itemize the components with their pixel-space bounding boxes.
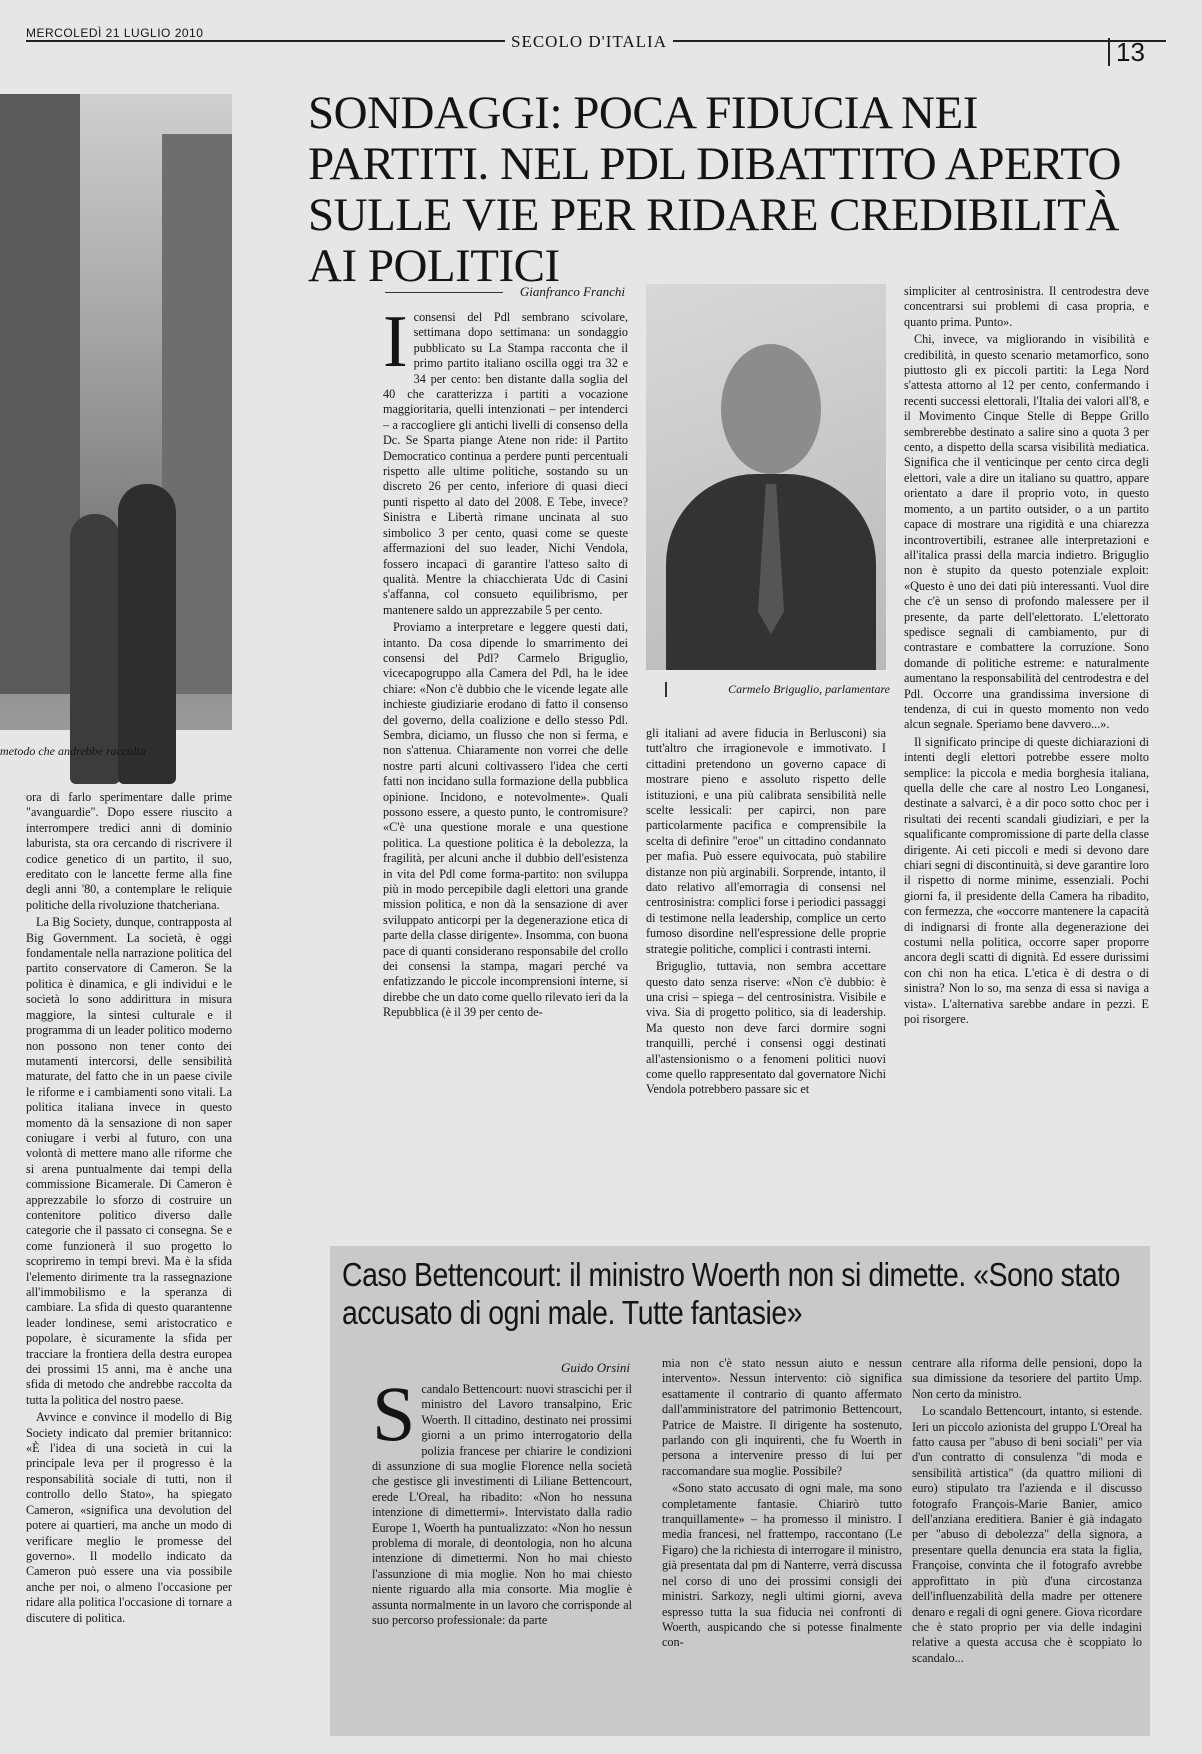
main-paragraph: Iconsensi del Pdl sembrano scivolare, settimana dopo settimana: un sondaggio pubblicato su La Stampa racconta che il primo partito italiano oscilla oggi tra 32 e 34 per cento: ben distante dalla soglia del 40 che caratterizza i partiti a vocazione maggioritaria, quelli intenzionati – per intenderci – a raccogliere gli antichi livelli di consenso della Dc. Se Sparta piange Atene non ride: il Partito Democratico continua a perdere punti percentuali rispetto alle ultime politiche, sostando su un discreto 26 per cento, inferiore di quasi dieci punti rispetto al dato del 2008. E Tebe, invece? Sinistra e Libertà rimane uncinata al suo simbolico 3 per cento, quasi come se queste affermazioni del suo leader, Nichi Vendola, fossero incapaci di garantire l'atteso salto di qualità. Mentre la chiacchierata Udc di Casini s'affanna, col consueto equilibrismo, per mantenere saldo un apprezzabile 5 per cento. — [383, 310, 628, 617]
main-column-2 — [646, 726, 886, 1181]
issue-date: MERCOLEDÌ 21 LUGLIO 2010 — [26, 26, 204, 40]
main-column-1 — [383, 310, 628, 1180]
box-paragraph: centrare alla riforma delle pensioni, dopo la sua dimissione da tesoriere del partito Ump. Non certo da ministro. — [912, 1356, 1142, 1401]
main-column-3 — [904, 284, 1149, 1184]
page-number: 13 — [1108, 38, 1145, 66]
left-paragraph: Avvince e convince il modello di Big Society indicato dal premier britannico: «È l'idea di una società in cui la principale leva per il progresso è la responsabilità sociale di tutti, non il controllo dello Stato», ha spiegato Cameron, «significa una devolution del potere ai quartieri, ma anche un modo di verificare meglio le promesse del governo». Il modello indicato da Cameron può essere una via possibile anche per noi, o almeno l'occasione per ridare alla politica l'occasione di tornare a discutere di politica. — [26, 1410, 232, 1625]
box-byline: Guido Orsini — [561, 1360, 630, 1375]
main-paragraph: Proviamo a interpretare e leggere questi dati, intanto. Da cosa dipende lo smarrimento dei consensi del Pdl? Carmelo Briguglio, vicecapogruppo alla Camera del Pdl, ha le idee chiare: «Non c'è dubbio che le vicende legate alle inchieste giudiziarie erodano di fatto il consenso del governo, della coalizione e dello stesso Pdl. Sembra, diciamo, un flusso che non si ferma, e non s'attenua. Chiaramente non vorrei che delle nostre parti alcuni coltivassero l'idea che certi fatti non incidano sulla formazione della pubblica opinione. Incidono, e notevolmente». Quali possono essere, a questo punto, le contromisure? «C'è una questione morale e una questione politica. La questione politica è la debolezza, la fragilità, per alcuni anche il dubbio dell'esistenza in vita del Pdl come forma-partito: non sviluppa più in modo percepibile dagli elettori una grande mission politica, e non dà la sensazione di aver sviluppato anticorpi per la degenerazione etica di parte della classe dirigente». Insomma, con buona pace di quanti considerano responsabile del crollo dei consensi la stampa, magari perché va enfatizzando le piccole incomprensioni interne, si direbbe che un dato come quello rilevato ieri da la Repubblica (è il 39 per cento de- — [383, 620, 628, 1020]
portrait-caption: Carmelo Briguglio, parlamentare — [665, 682, 890, 697]
box-paragraph: Scandalo Bettencourt: nuovi strascichi per il ministro del Lavoro transalpino, Eric Woerth. Il cittadino, destinato nei prossimi giorni a un primo interrogatorio della polizia francese per chiarire le condizioni di assunzione di sua moglie Florence nella società che gestisce gli investimenti di Liliane Bettencourt, erede L'Oreal, ha ribadito: «Non ho nessuna intenzione di dimettermi». Intervistato dalla radio Europe 1, Woerth ha puntualizzato: «Non ho nessun problema di morale, di deontologia, non ho alcuna intenzione di dimettermi. Non ho mai chiesto l'assunzione di mia moglie. Non ho mai chiesto niente riguardo alla mia consorte. Mia moglie è assunta normalmente in un lavoro che corrisponde al suo percorso professionale: da parte — [372, 1382, 632, 1628]
main-paragraph: gli italiani ad avere fiducia in Berlusconi) sia tutt'altro che irragionevole e immotivato. I cittadini pretendono un governo capace di mostrare pieno e assoluto rispetto delle istituzioni, e una più calibrata sensibilità nelle scelte lessicali: per capirci, non pare particolarmente pacifica e comprensibile la scelta di definire "eroe" un cittadino condannato per mafia. Può essere equivocata, può stabilire distanze non più arginabili. Sorprende, intanto, il dato relativo all'emorragia di consensi nel centrosinistra: complici forse i periodici passaggi di testimone nella leadership, complice un certo fumoso disordine nell'espressione delle proprie strategie politiche, complici i contrasti interni. — [646, 726, 886, 956]
main-byline: Gianfranco Franchi — [385, 284, 625, 300]
box-paragraph: mia non c'è stato nessun aiuto e nessun intervento». Nessun intervento: ciò significa esattamente il contrario di quanto affermato dall'amministratore del patrimonio Bettencourt, Patrice de Maistre. Il dirigente ha sostenuto, parlando con gli inquirenti, che fu Woerth in persona a intervenire presso di lui per raccomandare sua moglie. Possibile? — [662, 1356, 902, 1478]
main-dropcap: I — [383, 310, 408, 383]
box-column-3 — [912, 1356, 1142, 1732]
main-paragraph: Chi, invece, va migliorando in visibilità e credibilità, in questo scenario metamorfico, sono piuttosto gli ex piccoli partiti: la Lega Nord s'attesta attorno al 12 per cento, confermando i recenti successi elettorali, l'Italia dei valori all'8, e il Movimento Cinque Stelle di Beppe Grillo sembrerebbe destinato a salire sino a quota 3 per cento, a dispetto della scarsa visibilità mediatica. Significa che il venticinque per cento circa degli elettori, vale a dire un italiano su quattro, appare orientato a dare il proprio voto, in questo momento, a un partito outsider, o a un partito capace di mostrare una rigidità e una chiarezza incontrovertibili, estranee alle interpretazioni e all'italica prassi della marcia indietro. Briguglio non è stupito da questo potenziale exploit: «Questo è uno dei dati più interessanti. Vuol dire che c'è un senso di profondo malessere per il presente, da parte dell'elettorato. L'elettorato spedisce segnali di cambiamento, pur di contrastare e combattere la corruzione. Sono domande di politiche estreme: e naturalmente aumentano la responsabilità del centrodestra e del Pdl. Occorre una grandissima inversione di tendenza, di cui in questo momento non vedo alcun segnale. Speriamo bene davvero...». — [904, 332, 1149, 732]
left-photo-caption: metodo che andrebbe raccolta — [0, 744, 146, 758]
box-paragraph: Lo scandalo Bettencourt, intanto, si estende. Ieri un piccolo azionista del gruppo L'Oreal ha fatto causa per "abuso di beni sociali" per via d'un contratto di consulenza "di moda e sensibilità artistica" (da quattro milioni di euro) stipulato tra l'azienda e il discusso fotografo François-Marie Banier, amico dell'anziana ereditiera. Banier è già indagato per "abuso di debolezza" della signora, a presentare quella denuncia era stata la figlia, Françoise, convinta che il fotografo avrebbe approfittato in più d'una circostanza dell'influenzabilità della madre per ottenere denaro e regali di ogni genere. Giova ricordare che è stato proprio per via delle indagini relative a questa accusa che è scoppiato lo scandalo... — [912, 1404, 1142, 1665]
photo-man — [118, 484, 176, 784]
box-column-2 — [662, 1356, 902, 1732]
box-dropcap: S — [372, 1382, 416, 1457]
briguglio-portrait — [646, 284, 886, 670]
main-paragraph: Il significato principe di queste dichiarazioni di intenti degli elettori potrebbe essere molto semplice: la piccola e media borghesia italiana, quella delle che care al nostro Leo Longanesi, destinate a salvarci, è a dir poco sotto choc per i risultati dei recenti scandali giudiziari, e per la squalificante compromissione di parte della classe dirigente. Ai ceti piccoli e medi si devono dare chiari segni di discontinuità, si deve garantire loro il rispetto di norme minime, essenziali. Pochi giorni fa, il presidente della Camera ha ribadito, con fermezza, che «occorre mantenere la capacità di indignarsi di fronte alla degenerazione dei costumi nella politica, occorre saper proporre ancora degli scatti di dignità. Ed essere durissimi con chi non ha etica. L'etica è di destra o di sinistra? Non lo so, ma senza di essa si naviga a vista». L'alternativa sarebbe andare in pezzi. E poi risorgere. — [904, 734, 1149, 1027]
left-column — [26, 790, 232, 1745]
box-paragraph: «Sono stato accusato di ogni male, ma sono completamente fantasie. Chiarirò tutto tranquillamente» – ha promesso il ministro. I media francesi, nel frattempo, raccontano (Le Figaro) che la richiesta di interrogare il ministro, già presentata dal pm di Nanterre, verrà discussa nel corso di uno dei prossimi consigli dei ministri. Sarkozy, negli ultimi giorni, aveva espresso tutta la sua fiducia nei confronti di Woerth, auspicando che si potesse finalmente con- — [662, 1481, 902, 1650]
photo-building-left — [0, 94, 80, 694]
box-column-1 — [372, 1382, 632, 1732]
portrait-head — [721, 344, 821, 474]
main-paragraph: Briguglio, tuttavia, non sembra accettare questo dato senza riserve: «Non c'è dubbio: è una crisi – spiega – del centrosinistra. Visibile e viva. Sia di progetto politico, sia di leadership. Ma questo non deve farci dormire sogni tranquilli, perché i consensi oggi destinati all'astensionismo o a fenomeni politici nuovi come quello rappresentato dal governatore Nichi Vendola potrebbero passare sic et — [646, 959, 886, 1097]
box-headline: Caso Bettencourt: il ministro Woerth non si dimette. «Sono stato accusato di ogni male. Tutte fantasie» — [342, 1256, 1121, 1331]
main-paragraph: simpliciter al centrosinistra. Il centrodestra deve concentrarsi sui problemi di casa propria, e quanto prima. Punto». — [904, 284, 1149, 329]
masthead: SECOLO D'ITALIA — [505, 32, 673, 52]
street-photo — [0, 94, 232, 730]
left-paragraph: La Big Society, dunque, contrapposta al Big Government. La società, è oggi fondamentale nella narrazione politica del partito conservatore di Cameron. Se la politica è dinamica, e gli individui e le società lo sono addirittura in misura maggiore, la sintesi culturale e il programma di un leader politico moderno non possono non tener conto dei mutamenti intercorsi, delle sensibilità maturate, del fatto che in un paese civile le riforme e i cambiamenti sono vitali. La politica italiana invece in questo momento dà la sensazione di non saper coniugare i verbi al futuro, con una volontà di mettere mano alle riforme che si arena puntualmente dai tempi della commissione Bicamerale. Di Cameron è apprezzabile lo sforzo di costruire un contenitore politico diverso dalle categorie che il passato ci consegna. Se e come funzionerà il suo progetto lo scopriremo in tempi brevi. Ma è la sfida l'elemento dirimente tra la rassegnazione all'immobilismo e la speranza di cambiare. La sfida di questo quarantenne leader londinese, semi aristocratico e popolare, è sicuramente la sfida per tracciare la frontiera della destra europea dei prossimi 15 anni, ma è anche una sfida di metodo che andrebbe raccolta da tutta la politica del nostro paese. — [26, 915, 232, 1407]
left-paragraph: ora di farlo sperimentare dalle prime "avanguardie". Dopo essere riuscito a interrompere tredici anni di dominio laburista, sta ora cercando di riscrivere il codice genetico di un partito, il suo, ereditato con le lancette ferme alla fine degli anni '80, a contemplare le reliquie politiche della rivoluzione thatcheriana. — [26, 790, 232, 912]
main-headline: SONDAGGI: POCA FIDUCIA NEI PARTITI. NEL PDL DIBATTITO APERTO SULLE VIE PER RIDARE CREDIBILITÀ AI POLITICI — [308, 87, 1121, 292]
